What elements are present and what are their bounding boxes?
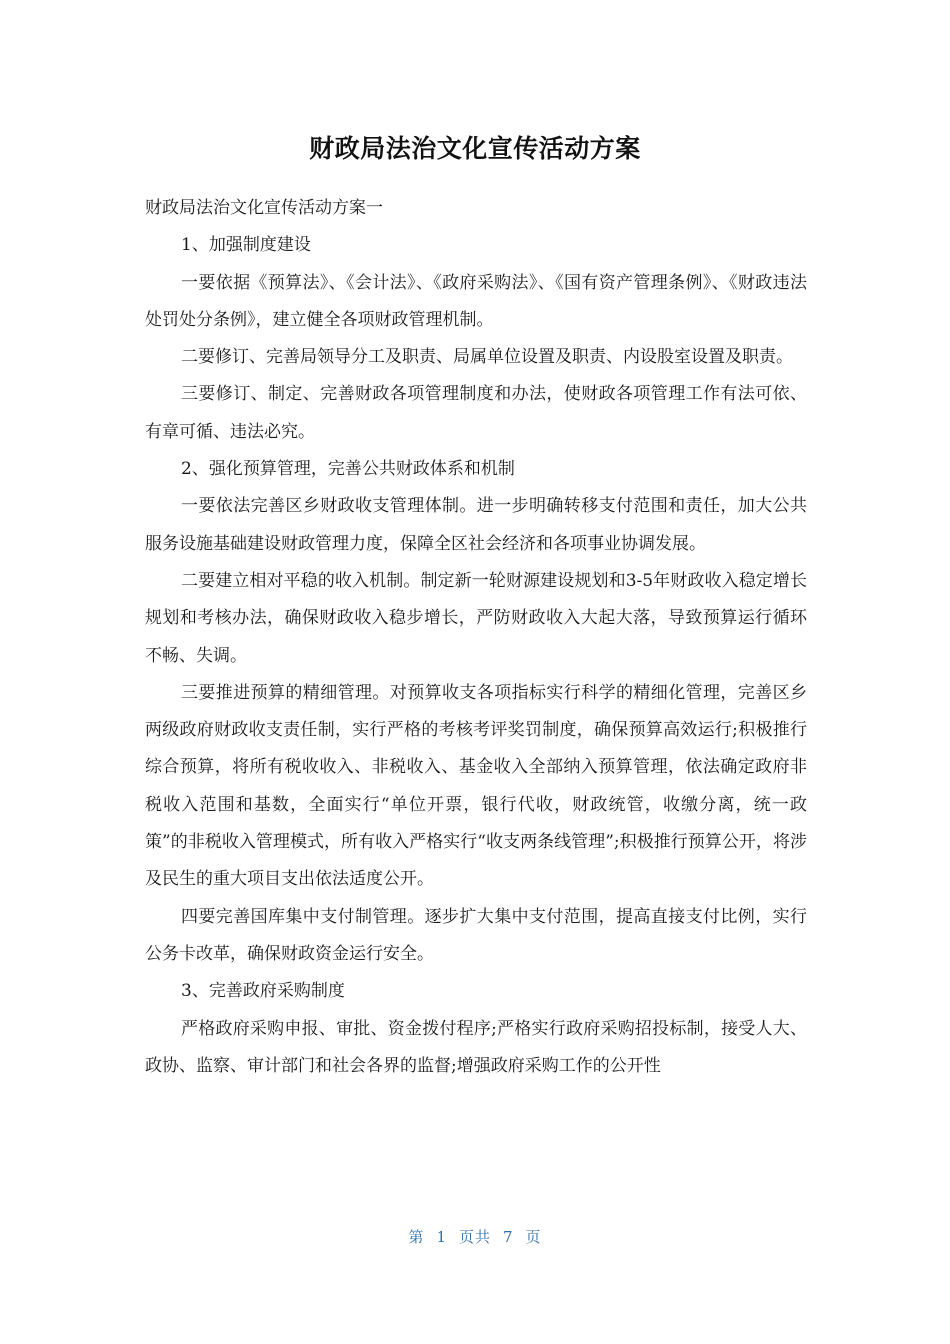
paragraph: 严格政府采购申报、审批、资金拨付程序;严格实行政府采购招投标制，接受人大、政协、监察、审计部门和社会各界的监督;增强政府采购工作的公开性: [145, 1018, 807, 1076]
document-title: 财政局法治文化宣传活动方案: [309, 134, 641, 163]
paragraph: 一要依据《预算法》、《会计法》、《政府采购法》、《国有资产管理条例》、《财政违法处罚处分条例》，建立健全各项财政管理机制。: [145, 272, 807, 330]
footer-page-total: 7: [503, 1228, 514, 1246]
footer-page-current: 1: [436, 1228, 447, 1246]
section-heading: 1、加强制度建设: [181, 235, 311, 256]
paragraph: 二要修订、完善局领导分工及职责、局属单位设置及职责、内设股室设置及职责。: [181, 347, 793, 368]
paragraph: 一要依法完善区乡财政收支管理体制。进一步明确转移支付范围和责任，加大公共服务设施基础建设财政管理力度，保障全区社会经济和各项事业协调发展。: [145, 496, 807, 554]
document-body: [145, 190, 807, 1085]
footer-suffix: 页: [525, 1228, 542, 1246]
footer-middle: 页共: [458, 1228, 491, 1246]
paragraph: 四要完善国库集中支付制管理。逐步扩大集中支付范围，提高直接支付比例，实行公务卡改革，确保财政资金运行安全。: [145, 906, 807, 964]
footer-prefix: 第: [408, 1228, 425, 1246]
paragraph: 财政局法治文化宣传活动方案一: [145, 198, 383, 218]
section-heading: 2、强化预算管理，完善公共财政体系和机制: [181, 459, 515, 480]
paragraph: 二要建立相对平稳的收入机制。制定新一轮财源建设规划和3-5年财政收入稳定增长规划和考核办法，确保财政收入稳步增长，严防财政收入大起大落，导致预算运行循环不畅、失调。: [145, 570, 807, 666]
page-footer: [0, 1226, 950, 1248]
paragraph: 三要推进预算的精细管理。对预算收支各项指标实行科学的精细化管理，完善区乡两级政府财政收支责任制，实行严格的考核考评奖罚制度，确保预算高效运行;积极推行综合预算，将所有税收收入、非税收入、基金收入全部纳入预算管理，依法确定政府非税收入范围和基数，全面实行“单位开票，银行代收，财政统管，收缴分离，统一政策”的非税收入管理模式，所有收入严格实行“收支两条线管理”;积极推行预算公开，将涉及民生的重大项目支出依法适度公开。: [145, 682, 807, 890]
section-heading: 3、完善政府采购制度: [181, 981, 345, 1002]
paragraph: 三要修订、制定、完善财政各项管理制度和办法，使财政各项管理工作有法可依、有章可循、违法必究。: [145, 384, 807, 442]
